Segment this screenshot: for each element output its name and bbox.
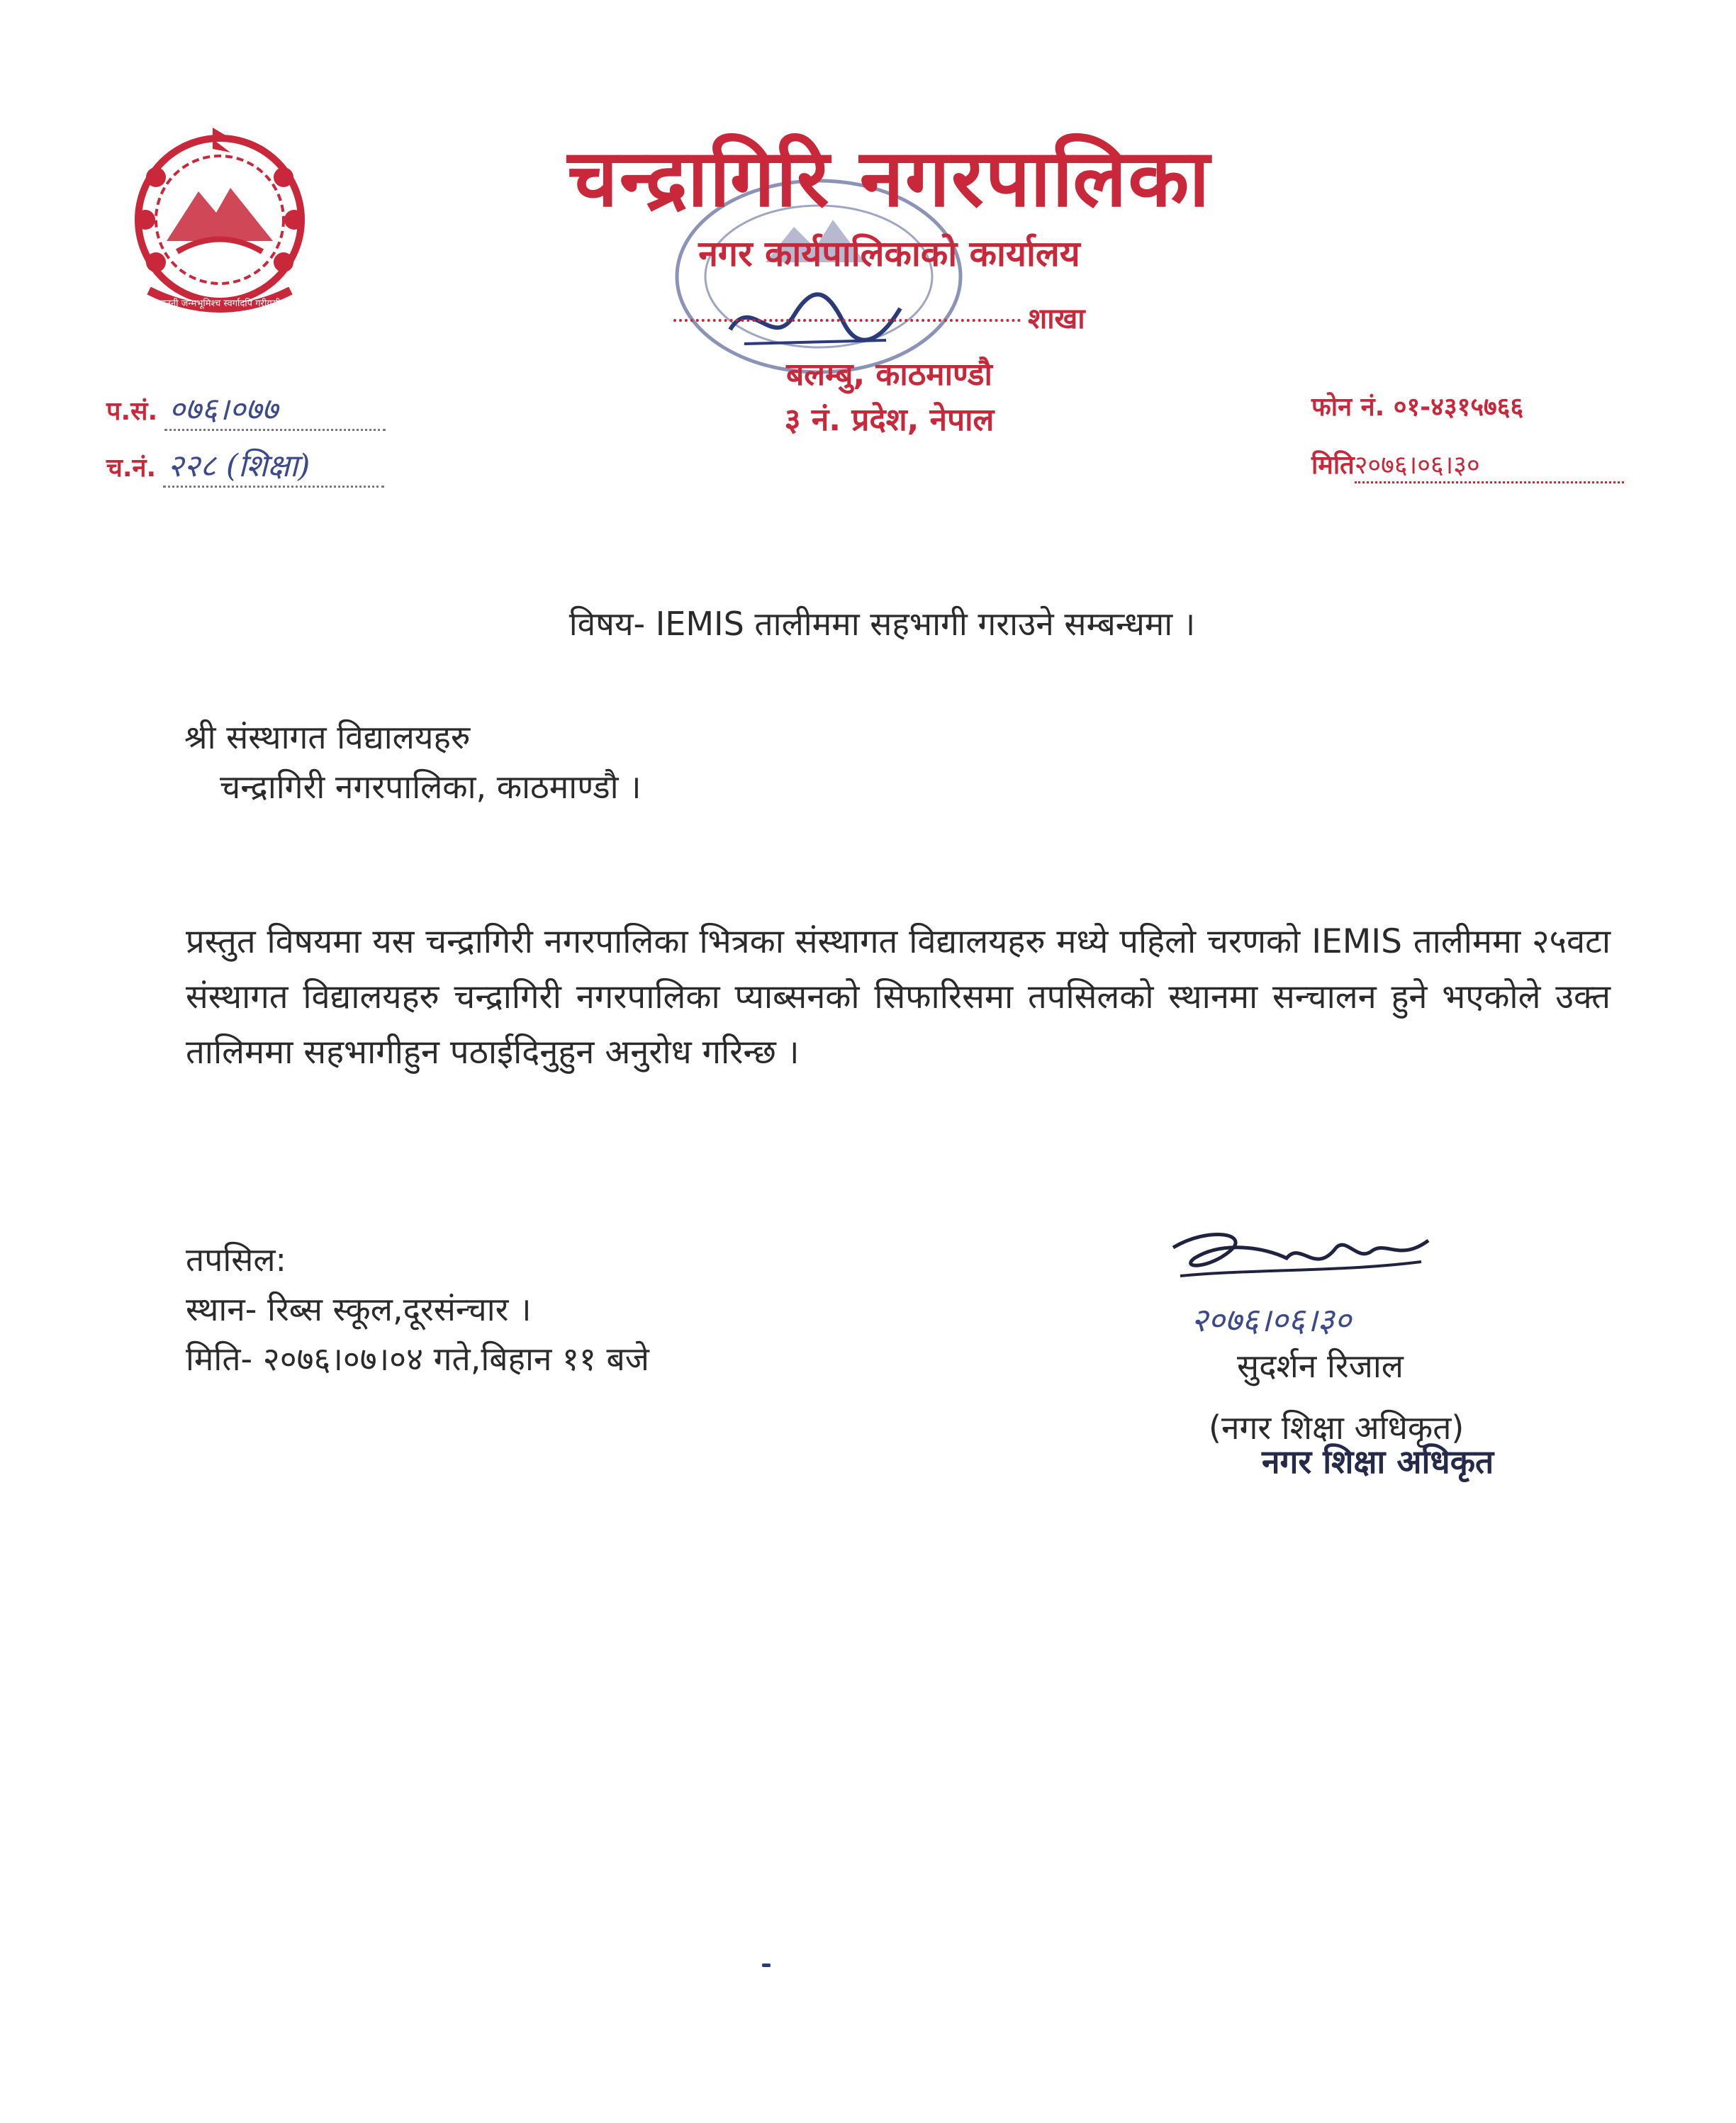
scan-artifact: [762, 1964, 771, 1967]
svg-text:जननी जन्मभूमिश्च स्वर्गादपि गर: जननी जन्मभूमिश्च स्वर्गादपि गरीयसी: [159, 298, 281, 309]
date-label: मिति: [1311, 451, 1355, 480]
letter-body: प्रस्तुत विषयमा यस चन्द्रागिरी नगरपालिका भित्रका संस्थागत विद्यालयहरु मध्ये पहिलो चरणको IEMIS तालीममा २५वटा संस्थागत विद्यालयहरु चन्द्रागिरी नगरपालिका प्याब्सनको सिफारिसमा तपसिलको स्थानमा सन्चालन हुने भएकोले उक्त तालिममा सहभागीहुन पठाईदिनुहुन अनुरोध गरिन्छ ।: [186, 922, 1611, 1072]
dispatch-value: २२८ (शिक्षा): [163, 443, 384, 488]
phone-label: फोन नं.: [1311, 393, 1385, 422]
signature-date: २०७६।०६।३०: [1191, 1301, 1352, 1339]
handwritten-signature: [1166, 1219, 1435, 1304]
phone-value: ०१-४३१५७६६: [1393, 393, 1524, 422]
designation-stamp: नगर शिक्षा अधिकृत: [1262, 1443, 1494, 1481]
recipient-line-1: श्री संस्थागत विद्यालयहरु: [184, 718, 471, 756]
reference-value: ०७६।०७७: [164, 386, 386, 431]
letter-subject: विषय- IEMIS तालीममा सहभागी गराउने सम्बन्धमा ।: [569, 605, 1196, 643]
address-line-1: बलम्बु, काठमाण्डौ: [786, 357, 992, 393]
schedule-date: मिति- २०७६।०७।०४ गते,बिहान ११ बजे: [186, 1340, 649, 1378]
dispatch-label: च.नं.: [106, 454, 157, 483]
address-line-2: ३ नं. प्रदेश, नेपाल: [784, 402, 995, 438]
reference-number: [106, 386, 386, 431]
organization-title: चन्द्रागिरि नगरपालिका: [567, 133, 1211, 225]
office-name: नगर कार्यपालिकाको कार्यालय: [698, 233, 1080, 274]
signatory-name: सुदर्शन रिजाल: [1237, 1347, 1404, 1385]
schedule-place: स्थान- रिब्स स्कूल,दूरसंन्चार ।: [186, 1290, 532, 1328]
schedule-title: तपसिल:: [186, 1240, 287, 1279]
signatory-title: (नगर शिक्षा अधिकृत): [1209, 1408, 1465, 1447]
letter-date: [1311, 447, 1624, 483]
branch-line: [673, 298, 1134, 337]
date-value: २०७६।०६।३०: [1355, 447, 1624, 483]
branch-label: शाखा: [1028, 303, 1085, 335]
branch-blank: [673, 319, 1021, 322]
phone-number: [1311, 388, 1523, 423]
dispatch-number: [106, 443, 384, 488]
recipient-line-2: चन्द्रागिरी नगरपालिका, काठमाण्डौ ।: [220, 768, 642, 806]
reference-label: प.सं.: [106, 397, 158, 426]
